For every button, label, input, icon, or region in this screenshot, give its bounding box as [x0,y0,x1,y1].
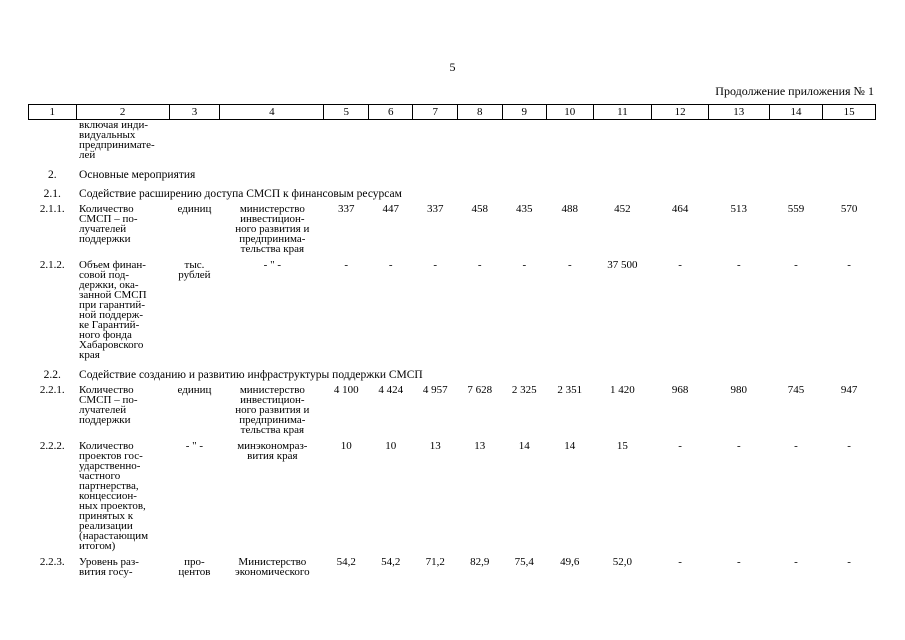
header-cell: 5 [324,105,369,120]
table-cell [458,120,503,167]
table-cell [220,120,324,167]
section-row [29,366,876,385]
table-cell: 1 420 [610,384,635,396]
table-cell: 980 [730,384,748,396]
table-cell: 82,9 [470,556,490,568]
header-cell: 11 [593,105,652,120]
table-row [29,557,876,583]
table-cell: - [433,259,438,271]
table-cell: 4 100 [333,384,359,396]
table-cell: министерство инвестицион- ного развития и предпринима- тельства края [235,203,310,255]
indicators-table [28,104,876,583]
table-cell: 2.2.2. [39,440,65,452]
table-cell: 4 424 [378,384,404,396]
header-cell: 8 [458,105,503,120]
section-number: 2.2. [43,369,61,381]
table-cell: тыс. рублей [178,259,211,281]
table-cell: 337 [426,203,444,215]
table-cell: 14 [518,440,530,452]
table-cell: 13 [429,440,441,452]
table-cell: - [736,259,741,271]
table-cell [823,120,876,167]
table-cell [769,120,823,167]
table-cell: 968 [671,384,689,396]
table-cell: 52,0 [612,556,633,568]
table-cell: единиц [177,384,212,396]
table-cell: 10 [385,440,397,452]
table-cell: 464 [671,203,689,215]
page-number: 5 [449,60,456,74]
section-title: Содействие созданию и развитию инфраструктуры поддержки СМСП [79,369,423,381]
table-cell: - [344,259,349,271]
table-cell: 7 628 [467,384,493,396]
table-cell: 37 500 [607,259,638,271]
header-cell: 1 [29,105,77,120]
table-cell: - [794,556,798,568]
table-cell: единиц [177,203,212,215]
table-cell: 10 [340,440,352,452]
table-cell: 947 [840,384,858,396]
table-cell: министерство инвестицион- ного развития и предпринима- тельства края [235,384,310,436]
table-cell [368,120,413,167]
appendix-continuation: Продолжение приложения № 1 [715,84,874,98]
table-cell: - [388,259,393,271]
header-cell: 12 [652,105,709,120]
table-cell: - [678,440,682,452]
table-cell: 54,2 [336,556,356,568]
table-row [29,204,876,260]
table-cell: 435 [516,203,533,215]
table-cell: 54,2 [381,556,401,568]
table-cell: - [794,440,798,452]
table-header-row [29,105,876,120]
table-cell: 15 [616,440,628,452]
table-cell [29,120,77,167]
table-cell [413,120,458,167]
table-cell: - [794,259,798,271]
table-cell: - [477,259,482,271]
table-cell: 75,4 [514,556,534,568]
table-cell: Количество проектов гос- ударственно- частного партнерства, концессион- ных проектов, принятых к реализации (нарастающим итогом) [79,440,149,552]
table-cell: - [522,259,527,271]
table-cell: 488 [561,203,579,215]
table-cell: - [847,259,851,271]
table-row [29,385,876,441]
table-cell [324,120,369,167]
table-cell: - [678,556,682,568]
table-cell: 2.2.3. [39,556,65,568]
table-cell: 13 [474,440,486,452]
section-number: 2.1. [43,188,61,200]
table-cell [652,120,709,167]
table-cell: 2 325 [511,384,537,396]
table-cell: 71,2 [425,556,445,568]
section-number: 2. [47,169,57,181]
table-cell: - [736,440,741,452]
table-cell: 14 [564,440,576,452]
table-cell [169,120,220,167]
table-cell: Объем финан- совой под- держки, ока- занной СМСП при гарантий- ной поддерж- ке Гарантий- ного фонда Хабаровского края [79,259,147,361]
table-cell: - [847,556,851,568]
table-cell: Уровень раз- вития госу- [79,556,139,578]
table-cell: 337 [337,203,355,215]
table-row [29,260,876,366]
table-cell [502,120,547,167]
table-cell: Министерство экономического [235,556,310,578]
table-cell: 745 [787,384,805,396]
table-row [29,120,876,167]
header-cell: 10 [547,105,594,120]
table-cell: 4 957 [422,384,448,396]
table-cell: 447 [382,203,399,215]
header-cell: 13 [708,105,769,120]
table-cell: 559 [787,203,805,215]
table-cell: включая инди- видуальных предпринимате- лей [79,119,155,161]
table-cell: 513 [730,203,748,215]
table-cell: - " - [185,440,204,452]
table-cell: - [736,556,741,568]
section-row [29,166,876,185]
table-cell: - [847,440,851,452]
table-cell: - [567,259,572,271]
header-cell: 2 [76,105,169,120]
table-cell: Количество СМСП – по- лучателей поддержки [79,384,138,426]
section-title: Основные мероприятия [79,169,196,181]
table-cell [593,120,652,167]
header-cell: 6 [368,105,413,120]
table-cell: 2.2.1. [39,384,65,396]
header-cell: 9 [502,105,547,120]
section-title: Содействие расширению доступа СМСП к финансовым ресурсам [79,188,402,200]
table-cell: 2.1.2. [39,259,65,271]
table-cell: 570 [840,203,858,215]
header-cell: 7 [413,105,458,120]
table-row [29,441,876,557]
table-cell: 452 [614,203,631,215]
table-cell: - " - [263,259,281,271]
table-cell: Количество СМСП – по- лучателей поддержки [79,203,138,245]
table-cell: - [678,259,682,271]
table-cell: минэкономраз- вития края [237,440,308,462]
section-row [29,185,876,204]
header-cell: 3 [169,105,220,120]
table-cell: 2 351 [557,384,583,396]
table-cell: 49,6 [560,556,580,568]
header-cell: 15 [823,105,876,120]
header-cell: 14 [769,105,823,120]
header-cell: 4 [220,105,324,120]
table-cell [708,120,769,167]
table-cell: 2.1.1. [39,203,65,215]
table-cell [547,120,594,167]
table-cell: про- центов [178,556,211,578]
table-cell: 458 [471,203,488,215]
